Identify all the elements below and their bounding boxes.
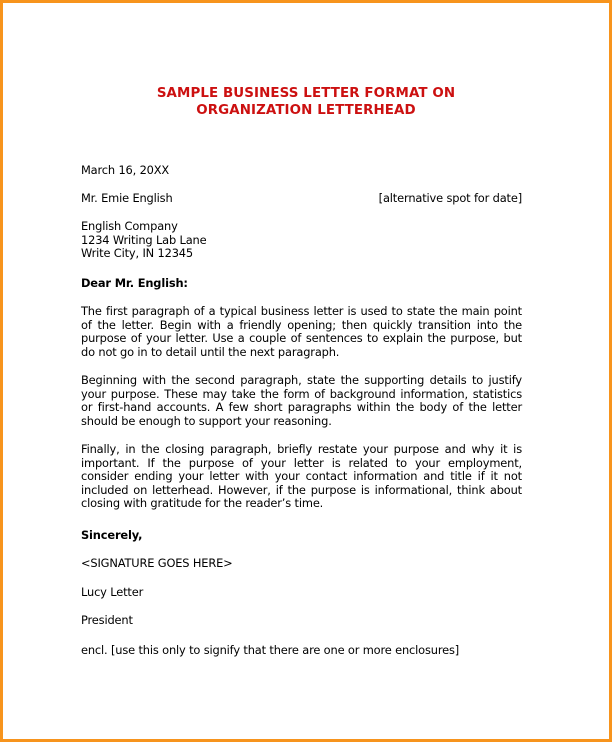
salutation: Dear Mr. English: [81,276,188,290]
signer-name: Lucy Letter [81,585,144,599]
recipient-address [81,220,522,261]
enclosure-note: encl. [use this only to signify that there are one or more enclosures] [81,643,460,657]
recipient-name: Mr. Emie English [81,191,173,205]
body-paragraph-3: Finally, in the closing paragraph, briefly restate your purpose and why it is important. If the purpose of your letter is related to your employment, consider ending your letter with your contact information and title if it not included on letterhead. However, if the purpose is informational, think about closing with gratitude for the reader’s time. [81,442,522,511]
recipient-row [81,191,522,205]
letter-date: March 16, 20XX [81,163,170,177]
address-line-company: English Company [81,219,178,233]
body-paragraph-2: Beginning with the second paragraph, state the supporting details to justify your purpose. These may take the form of background information, statistics or first-hand accounts. A few short paragraphs within the body of the letter should be enough to support your reasoning. [81,373,522,428]
alt-date-note: [alternative spot for date] [378,191,522,205]
signer-title: President [81,613,133,627]
address-line-street: 1234 Writing Lab Lane [81,232,207,247]
title-line-1: SAMPLE BUSINESS LETTER FORMAT ON [156,86,456,101]
signature-placeholder: <SIGNATURE GOES HERE> [81,556,233,570]
address-line-city: Write City, IN 12345 [81,246,193,261]
closing: Sincerely, [81,528,143,542]
body-paragraph-1: The first paragraph of a typical business letter is used to state the main point of the letter. Begin with a friendly opening; then quickly transition into the purpose of your letter. Use a couple of sentences to explain the purpose, but do not go in to detail until the next paragraph. [81,304,522,359]
title-line-2: ORGANIZATION LETTERHEAD [196,103,416,118]
letter-title [0,85,612,119]
